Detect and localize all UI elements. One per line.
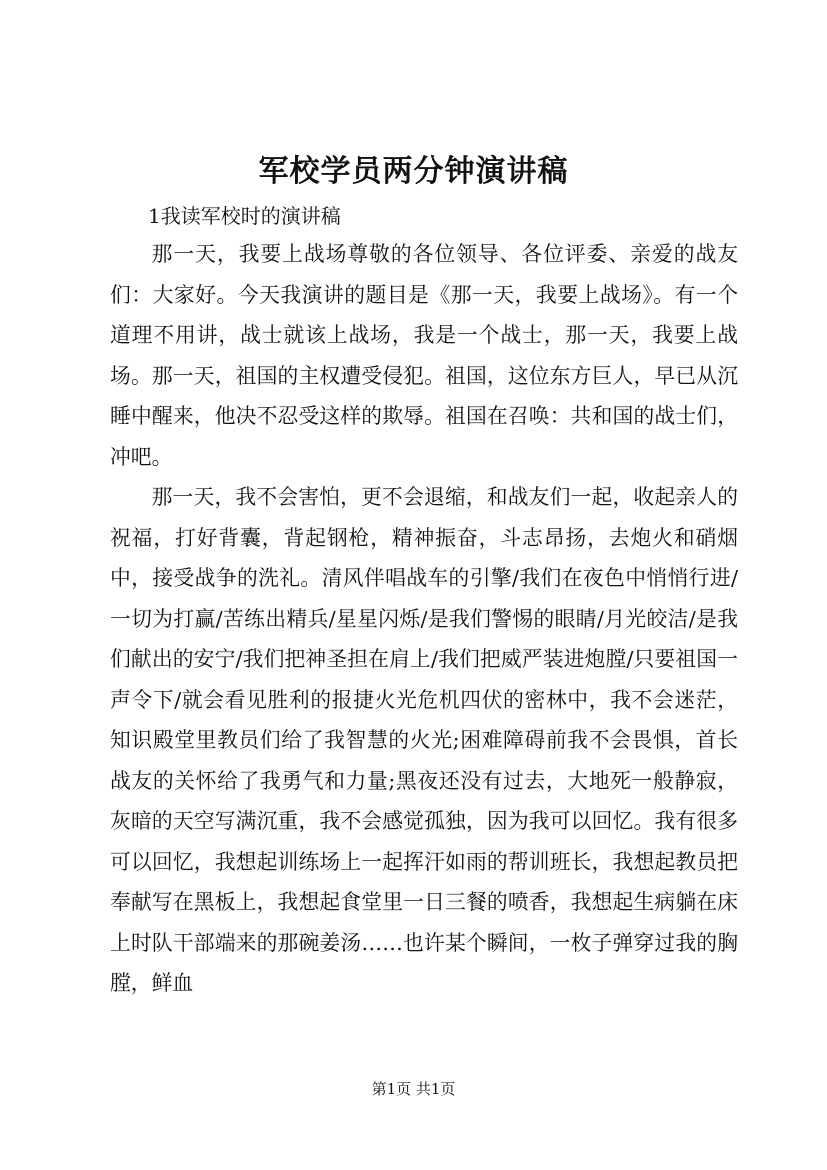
page-footer: 第1页 共1页 <box>371 1080 456 1098</box>
document-subtitle: 1我读军校时的演讲稿 <box>148 204 341 228</box>
paragraph: 那一天，我不会害怕，更不会退缩，和战友们一起，收起亲人的祝福，打好背囊，背起钢枪，精神振奋，斗志昂扬，去炮火和硝烟中，接受战争的洗礼。清风伴唱战车的引擎/我们在夜色中悄悄行进/一切为打赢/苦练出精兵/星星闪烁/是我们警惕的眼睛/月光皎洁/是我们献出的安宁/我们把神圣担在肩上/我们把威严装进炮膛/只要祖国一声令下/就会看见胜利的报捷火光危机四伏的密林中，我不会迷茫，知识殿堂里教员们给了我智慧的火光;困难障碍前我不会畏惧，首长战友的关怀给了我勇气和力量;黑夜还没有过去，大地死一般静寂，灰暗的天空写满沉重，我不会感觉孤独，因为我可以回忆。我有很多可以回忆，我想起训练场上一起挥汗如雨的帮训班长，我想起教员把奉献写在黑板上，我想起食堂里一日三餐的喷香，我想起生病躺在床上时队干部端来的那碗姜汤……也许某个瞬间，一枚子弹穿过我的胸膛，鲜血 <box>110 485 738 995</box>
paragraph: 那一天，我要上战场尊敬的各位领导、各位评委、亲爱的战友们：大家好。今天我演讲的题目是《那一天，我要上战场》。有一个道理不用讲，战士就该上战场，我是一个战士，那一天，我要上战场。那一天，祖国的主权遭受侵犯。祖国，这位东方巨人，早已从沉睡中醒来，他决不忍受这样的欺辱。祖国在召唤：共和国的战士们，冲吧。 <box>110 242 738 469</box>
document-title: 军校学员两分钟演讲稿 <box>258 154 569 189</box>
document-body <box>110 234 738 1004</box>
